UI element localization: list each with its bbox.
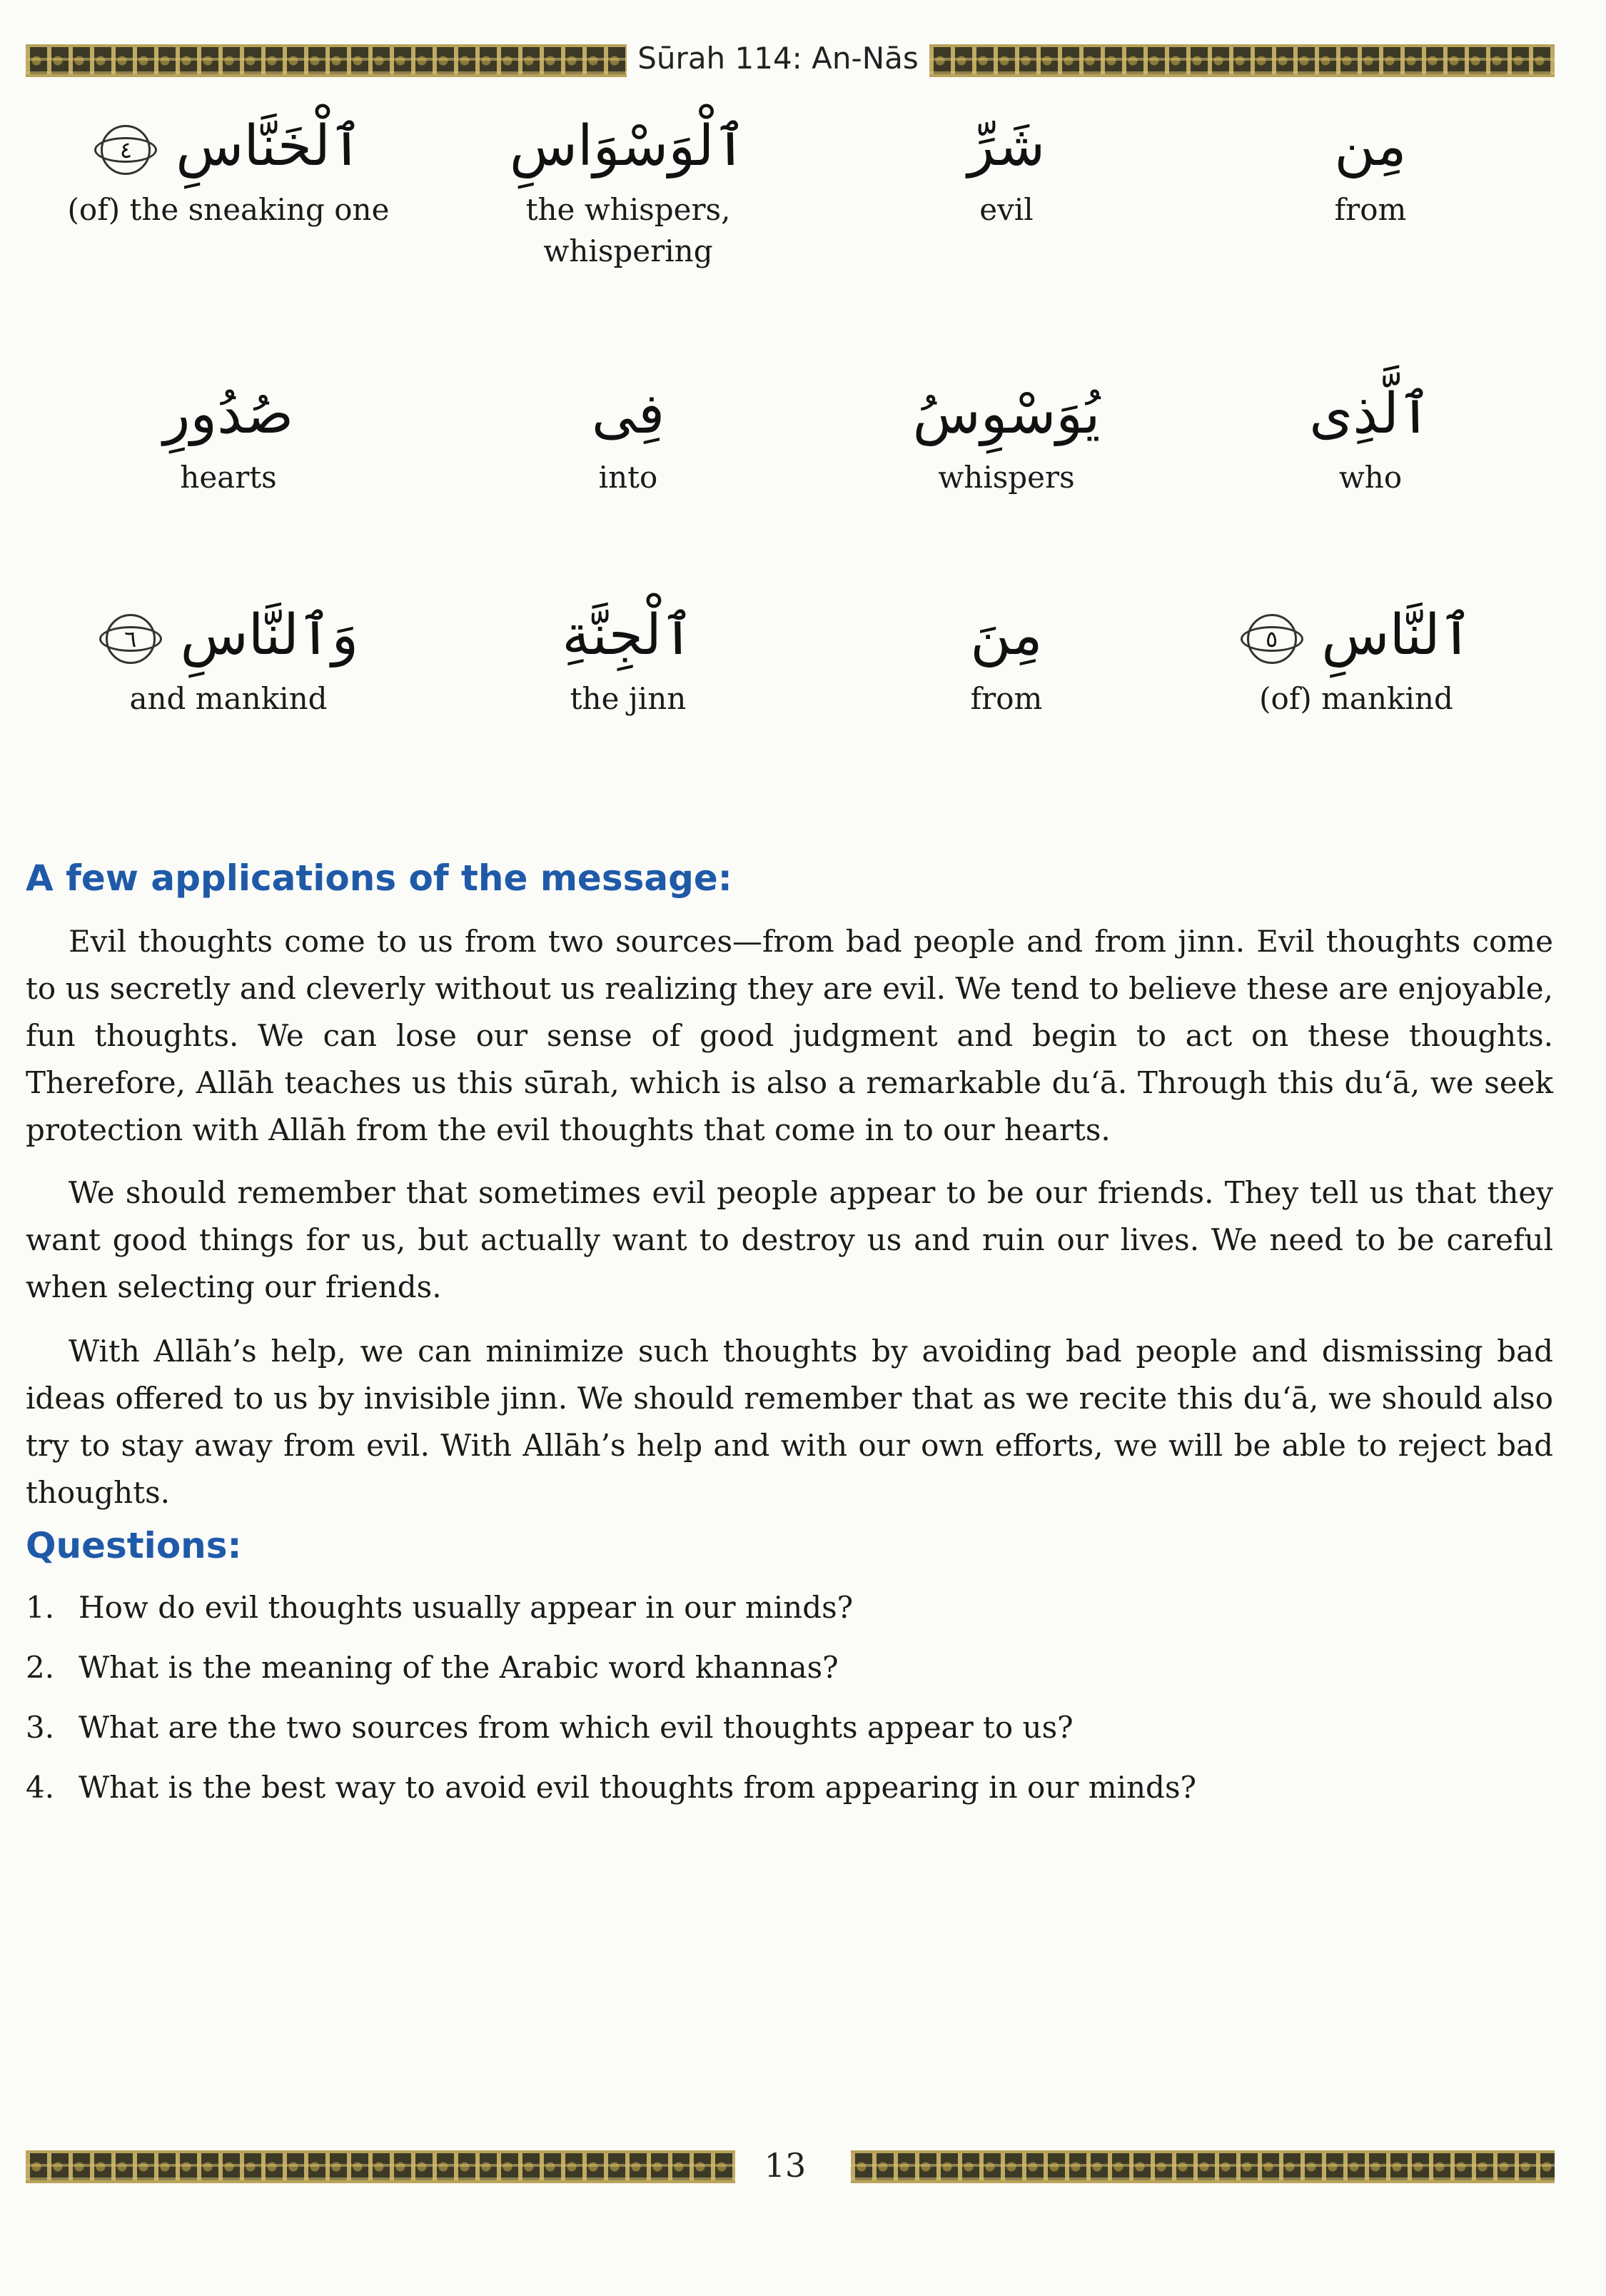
word-cell bbox=[1185, 593, 1527, 720]
header-ornament-right bbox=[929, 44, 1555, 77]
arabic-word: مِنَ bbox=[970, 603, 1043, 668]
page-title: Sūrah 114: An-Nās bbox=[637, 41, 919, 76]
word-gloss: (of) the sneaking one bbox=[67, 192, 390, 227]
ayah-number-marker: ٥ bbox=[1247, 614, 1297, 664]
applications-paragraph: Evil thoughts come to us from two sources—from bad people and from jinn. Evil thoughts come to us secretly and cleverly without us realizing they are evil. We tend to believe these are enjoyable, fun thoughts. We can lose our sense of good judgment and begin to act on these thoughts. Therefore, Allāh teaches us this sūrah, which is also a remarkable du‘ā. Through this du‘ā, we seek protection with Allāh from the evil thoughts that come in to our hearts. bbox=[26, 924, 1553, 1147]
question-number: 1. bbox=[26, 1590, 55, 1625]
word-gloss: from bbox=[1334, 192, 1407, 227]
footer-ornament-right bbox=[851, 2150, 1555, 2183]
list-item bbox=[26, 1758, 1553, 1818]
word-cell bbox=[835, 593, 1178, 720]
word-gloss: from bbox=[970, 681, 1043, 716]
word-cell bbox=[43, 593, 414, 720]
word-gloss: and mankind bbox=[129, 681, 328, 716]
word-cell bbox=[835, 371, 1178, 498]
arabic-word: ٱلنَّاسِ bbox=[1321, 603, 1473, 668]
question-number: 4. bbox=[26, 1770, 55, 1805]
word-cell bbox=[443, 593, 814, 720]
arabic-word: ٱلَّذِى bbox=[1309, 382, 1432, 446]
arabic-word: ٱلْخَنَّاسِ bbox=[176, 114, 363, 178]
ayah-number-marker: ٦ bbox=[106, 614, 156, 664]
question-number: 3. bbox=[26, 1710, 55, 1745]
word-gloss: evil bbox=[979, 192, 1034, 227]
arabic-word: فِى bbox=[591, 382, 665, 446]
arabic-word: وَٱلنَّاسِ bbox=[180, 603, 359, 668]
list-item bbox=[26, 1578, 1553, 1638]
arabic-word: يُوَسْوِسُ bbox=[912, 382, 1101, 446]
word-cell bbox=[43, 371, 414, 498]
question-number: 2. bbox=[26, 1650, 55, 1685]
question-text: What is the meaning of the Arabic word khannas? bbox=[79, 1650, 839, 1685]
question-text: What are the two sources from which evil thoughts appear to us? bbox=[79, 1710, 1074, 1745]
applications-heading: A few applications of the message: bbox=[26, 857, 732, 899]
ayah-number-marker: ٤ bbox=[101, 125, 151, 175]
header-ornament-left bbox=[26, 44, 627, 77]
arabic-word: ٱلْجِنَّةِ bbox=[562, 603, 695, 668]
list-item bbox=[26, 1698, 1553, 1758]
page-number: 13 bbox=[764, 2146, 807, 2185]
arabic-word: صُدُورِ bbox=[163, 382, 294, 446]
word-cell bbox=[443, 371, 814, 498]
applications-paragraph: We should remember that sometimes evil people appear to be our friends. They tell us that they want good things for us, but actually want to destroy us and ruin our lives. We need to be careful when selecting our friends. bbox=[26, 1175, 1553, 1304]
questions-heading: Questions: bbox=[26, 1525, 242, 1566]
word-gloss: whispers bbox=[938, 460, 1075, 495]
arabic-word: ٱلْوَسْوَاسِ bbox=[509, 114, 747, 178]
arabic-word: مِن bbox=[1334, 114, 1407, 178]
word-cell bbox=[443, 104, 814, 272]
footer-ornament-left bbox=[26, 2150, 735, 2183]
word-cell bbox=[835, 104, 1178, 231]
word-gloss: the whispers, whispering bbox=[525, 192, 731, 268]
word-cell bbox=[1213, 371, 1527, 498]
applications-paragraph: With Allāh’s help, we can minimize such thoughts by avoiding bad people and dismissing bad ideas offered to us by invisible jinn. We should remember that as we recite this du‘ā, we should also try to stay away from evil. With Allāh’s help and with our own efforts, we will be able to reject bad thoughts. bbox=[26, 1334, 1553, 1510]
question-text: What is the best way to avoid evil thoughts from appearing in our minds? bbox=[79, 1770, 1197, 1805]
word-gloss: (of) mankind bbox=[1259, 681, 1453, 716]
word-gloss: the jinn bbox=[570, 681, 687, 716]
word-gloss: who bbox=[1338, 460, 1403, 495]
word-cell bbox=[43, 104, 414, 231]
word-gloss: hearts bbox=[180, 460, 277, 495]
question-text: How do evil thoughts usually appear in our minds? bbox=[79, 1590, 854, 1625]
word-gloss: into bbox=[598, 460, 658, 495]
list-item bbox=[26, 1638, 1553, 1698]
arabic-word: شَرِّ bbox=[967, 114, 1046, 178]
word-cell bbox=[1213, 104, 1527, 231]
questions-list bbox=[26, 1578, 1553, 1818]
